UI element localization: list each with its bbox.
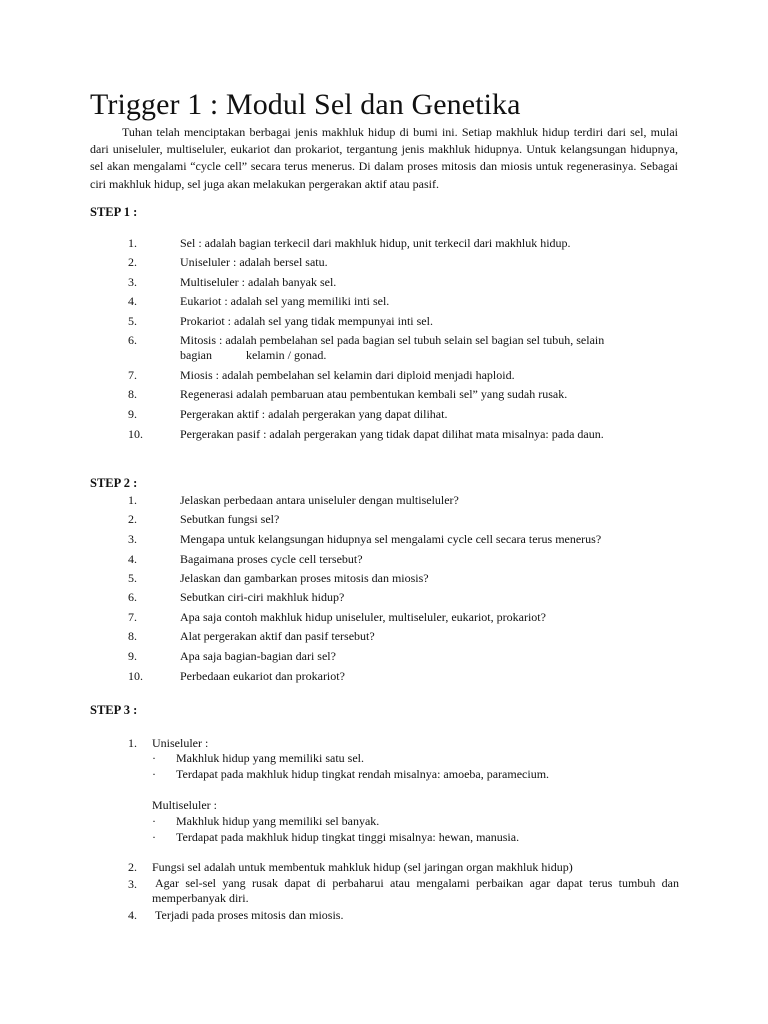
list-text-part: kelamin / gonad. [246,348,327,362]
list-text: Sebutkan ciri-ciri makhluk hidup? [180,590,345,604]
bullet-icon: · [152,830,156,844]
list-number: 10. [128,427,143,441]
list-number: 2. [128,512,137,526]
list-number: 8. [128,387,137,401]
multiseluler-label: Multiseluler : [152,798,217,812]
list-number: 3. [128,532,137,546]
list-text: Apa saja contoh makhluk hidup uniseluler, multiseluler, eukariot, prokariot? [180,610,546,624]
step2-heading: STEP 2 : [90,476,138,490]
list-number: 6. [128,333,137,347]
list-text: Alat pergerakan aktif dan pasif tersebut? [180,629,375,643]
list-text: Apa saja bagian-bagian dari sel? [180,649,336,663]
list-number: 4. [128,908,137,922]
list-number: 6. [128,590,137,604]
list-number: 5. [128,571,137,585]
list-number: 8. [128,629,137,643]
list-number: 9. [128,407,137,421]
list-text: Terjadi pada proses mitosis dan miosis. [155,908,344,922]
bullet-icon: · [152,751,156,765]
list-number: 9. [128,649,137,663]
list-text [180,347,678,363]
list-number: 2. [128,255,137,269]
list-number: 3. [128,877,137,891]
list-text: Jelaskan dan gambarkan proses mitosis dan miosis? [180,571,429,585]
list-number: 1. [128,736,137,750]
list-text: Miosis : adalah pembelahan sel kelamin dari diploid menjadi haploid. [180,368,515,382]
list-text: Fungsi sel adalah untuk membentuk mahkluk hidup (sel jaringan organ makhluk hidup) [152,860,573,874]
bullet-text: Terdapat pada makhluk hidup tingkat rendah misalnya: amoeba, paramecium. [176,767,550,781]
bullet-icon: · [152,814,156,828]
list-text: Pergerakan aktif : adalah pergerakan yang dapat dilihat. [180,407,448,421]
list-number: 2. [128,860,137,874]
list-text: Bagaimana proses cycle cell tersebut? [180,552,363,566]
list-number: 10. [128,669,143,683]
list-text: Sebutkan fungsi sel? [180,512,280,526]
uniseluler-label: Uniseluler : [152,736,209,750]
list-number: 5. [128,314,137,328]
list-number: 1. [128,236,137,250]
list-number: 3. [128,275,137,289]
list-text: Multiseluler : adalah banyak sel. [180,275,337,289]
list-text: Agar sel-sel yang rusak dapat di perbaharui atau mengalami perbaikan agar dapat terus tumbuh dan memperbanyak diri. [152,876,679,905]
list-text-part: bagian [180,348,212,362]
list-number: 1. [128,493,137,507]
list-text: Uniseluler : adalah bersel satu. [180,255,328,269]
list-text: Mengapa untuk kelangsungan hidupnya sel mengalami cycle cell secara terus menerus? [180,532,602,546]
step1-heading: STEP 1 : [90,205,138,219]
list-text: Mitosis : adalah pembelahan sel pada bagian sel tubuh selain sel bagian sel tubuh, selain [180,333,605,347]
list-text: Eukariot : adalah sel yang memiliki inti sel. [180,294,390,308]
list-text: Prokariot : adalah sel yang tidak mempunyai inti sel. [180,314,433,328]
list-number: 4. [128,294,137,308]
list-text: Sel : adalah bagian terkecil dari makhluk hidup, unit terkecil dari makhluk hidup. [180,236,571,250]
list-text: Perbedaan eukariot dan prokariot? [180,669,345,683]
bullet-text: Terdapat pada makhluk hidup tingkat tinggi misalnya: hewan, manusia. [176,830,520,844]
intro-paragraph: Tuhan telah menciptakan berbagai jenis makhluk hidup di bumi ini. Setiap makhluk hidup terdiri dari sel, mulai dari uniseluler, multiseluler, eukariot dan prokariot, tergantung jenis makhluk hidupnya. Untuk kelangsungan hidupnya, sel akan mengalami “cycle cell” secara terus menerus. Di dalam proses mitosis dan miosis untuk regenerasinya. Sebagai ciri makhluk hidup, sel juga akan melakukan pergerakan aktif atau pasif. [90,125,678,191]
page-title: Trigger 1 : Modul Sel dan Genetika [90,88,521,121]
step3-heading: STEP 3 : [90,703,138,717]
list-number: 4. [128,552,137,566]
list-text: Regenerasi adalah pembaruan atau pembentukan kembali sel” yang sudah rusak. [180,387,568,401]
list-text: Pergerakan pasif : adalah pergerakan yang tidak dapat dilihat mata misalnya: pada daun. [180,427,604,441]
bullet-text: Makhluk hidup yang memiliki satu sel. [176,751,364,765]
list-number: 7. [128,368,137,382]
bullet-text: Makhluk hidup yang memiliki sel banyak. [176,814,380,828]
bullet-icon: · [152,767,156,781]
list-text: Jelaskan perbedaan antara uniseluler dengan multiseluler? [180,493,459,507]
list-number: 7. [128,610,137,624]
